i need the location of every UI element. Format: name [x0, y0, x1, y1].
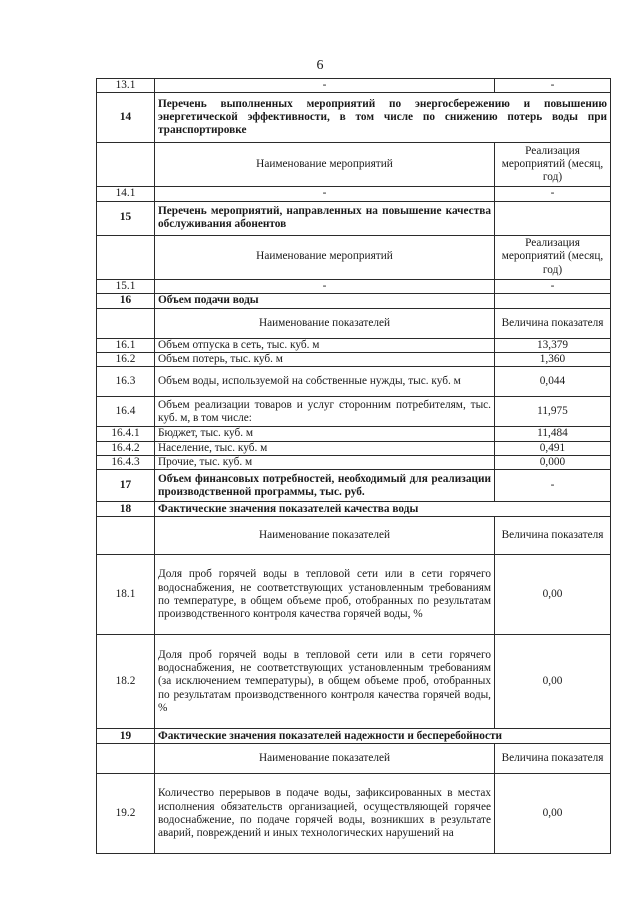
column-header-row: [97, 308, 611, 338]
row-name: Доля проб горячей воды в тепловой сети или в сети горячего водоснабжения, не соответствующих установленным требованиям (за исключением температуры), в общем объеме проб, отобранных по результатам производственного контроля качества горячей воды, %: [155, 635, 495, 729]
row-number: 16.3: [97, 367, 155, 397]
empty-cell: [97, 517, 155, 555]
table-row: [97, 555, 611, 635]
table-row: [97, 353, 611, 367]
row-name: Объем реализации товаров и услуг сторонним потребителям, тыс. куб. м, в том числе:: [155, 397, 495, 427]
page-number: 6: [316, 58, 324, 73]
table-row: [97, 456, 611, 470]
row-value: 0,491: [495, 441, 611, 455]
table-row: [97, 397, 611, 427]
row-number: 16.4.1: [97, 427, 155, 441]
row-name: -: [155, 79, 495, 93]
section-title: Фактические значения показателей надежности и бесперебойности: [155, 729, 611, 744]
row-value: -: [495, 470, 611, 502]
table-row: [97, 338, 611, 352]
empty-cell: [97, 308, 155, 338]
section-header-row: [97, 470, 611, 502]
row-number: 16.4.3: [97, 456, 155, 470]
row-number: 18.2: [97, 635, 155, 729]
table-row: [97, 635, 611, 729]
row-name: Бюджет, тыс. куб. м: [155, 427, 495, 441]
row-value: -: [495, 279, 611, 293]
column-header-name: Наименование показателей: [155, 517, 495, 555]
row-name: -: [155, 279, 495, 293]
section-title: Объем подачи воды: [155, 293, 495, 308]
row-name: Объем воды, используемой на собственные нужды, тыс. куб. м: [155, 367, 495, 397]
empty-cell: [97, 235, 155, 279]
column-header-value: Величина показателя: [495, 517, 611, 555]
column-header-name: Наименование мероприятий: [155, 235, 495, 279]
column-header-value: Величина показателя: [495, 744, 611, 774]
row-number: 16.1: [97, 338, 155, 352]
row-number: 16.4: [97, 397, 155, 427]
row-number: 16.2: [97, 353, 155, 367]
column-header-row: [97, 235, 611, 279]
row-number: 14.1: [97, 187, 155, 201]
row-value: 0,00: [495, 774, 611, 854]
row-value: 11,484: [495, 427, 611, 441]
row-name: Объем отпуска в сеть, тыс. куб. м: [155, 338, 495, 352]
column-header-name: Наименование показателей: [155, 308, 495, 338]
empty-cell: [97, 744, 155, 774]
column-header-name: Наименование мероприятий: [155, 143, 495, 187]
column-header-row: [97, 517, 611, 555]
production-program-table: [96, 78, 611, 854]
table-row: [97, 441, 611, 455]
section-title: Фактические значения показателей качества воды: [155, 502, 611, 517]
section-header-row: [97, 729, 611, 744]
row-value: 0,000: [495, 456, 611, 470]
row-value: -: [495, 79, 611, 93]
row-name: Население, тыс. куб. м: [155, 441, 495, 455]
row-number: 16.4.2: [97, 441, 155, 455]
row-number: 18.1: [97, 555, 155, 635]
section-number: 17: [97, 470, 155, 502]
empty-cell: [495, 201, 611, 235]
section-header-row: [97, 502, 611, 517]
section-number: 18: [97, 502, 155, 517]
column-header-value: Величина показателя: [495, 308, 611, 338]
row-value: 0,00: [495, 555, 611, 635]
row-number: 13.1: [97, 79, 155, 93]
table-row: [97, 187, 611, 201]
row-value: 1,360: [495, 353, 611, 367]
table-row: [97, 774, 611, 854]
empty-cell: [495, 293, 611, 308]
section-number: 15: [97, 201, 155, 235]
table-row: [97, 367, 611, 397]
row-value: 0,00: [495, 635, 611, 729]
column-header-row: [97, 143, 611, 187]
column-header-value: Реализация мероприятий (месяц, год): [495, 235, 611, 279]
section-title: Перечень мероприятий, направленных на повышение качества обслуживания абонентов: [155, 201, 495, 235]
table-row: [97, 79, 611, 93]
section-number: 19: [97, 729, 155, 744]
row-number: 15.1: [97, 279, 155, 293]
row-value: 11,975: [495, 397, 611, 427]
empty-cell: [97, 143, 155, 187]
section-title: Перечень выполненных мероприятий по энергосбережению и повышению энергетической эффективности, в том числе по снижению потерь воды при транспортировке: [155, 93, 611, 143]
column-header-value: Реализация мероприятий (месяц, год): [495, 143, 611, 187]
row-name: Доля проб горячей воды в тепловой сети или в сети горячего водоснабжения, не соответствующих установленным требованиям по температуре, в общем объеме проб, отобранных по результатам производственного контроля качества горячей воды, %: [155, 555, 495, 635]
section-header-row: [97, 293, 611, 308]
row-name: -: [155, 187, 495, 201]
row-value: -: [495, 187, 611, 201]
row-name: Объем потерь, тыс. куб. м: [155, 353, 495, 367]
table-row: [97, 279, 611, 293]
row-value: 0,044: [495, 367, 611, 397]
row-value: 13,379: [495, 338, 611, 352]
table-row: [97, 427, 611, 441]
row-name: Прочие, тыс. куб. м: [155, 456, 495, 470]
section-number: 16: [97, 293, 155, 308]
row-name: Количество перерывов в подаче воды, зафиксированных в местах исполнения обязательств организацией, осуществляющей горячее водоснабжение, по подаче горячей воды, возникших в результате аварий, повреждений и иных технологических нарушений на: [155, 774, 495, 854]
column-header-row: [97, 744, 611, 774]
section-header-row: [97, 201, 611, 235]
section-header-row: [97, 93, 611, 143]
column-header-name: Наименование показателей: [155, 744, 495, 774]
section-number: 14: [97, 93, 155, 143]
row-number: 19.2: [97, 774, 155, 854]
section-title: Объем финансовых потребностей, необходимый для реализации производственной программы, тыс. руб.: [155, 470, 495, 502]
